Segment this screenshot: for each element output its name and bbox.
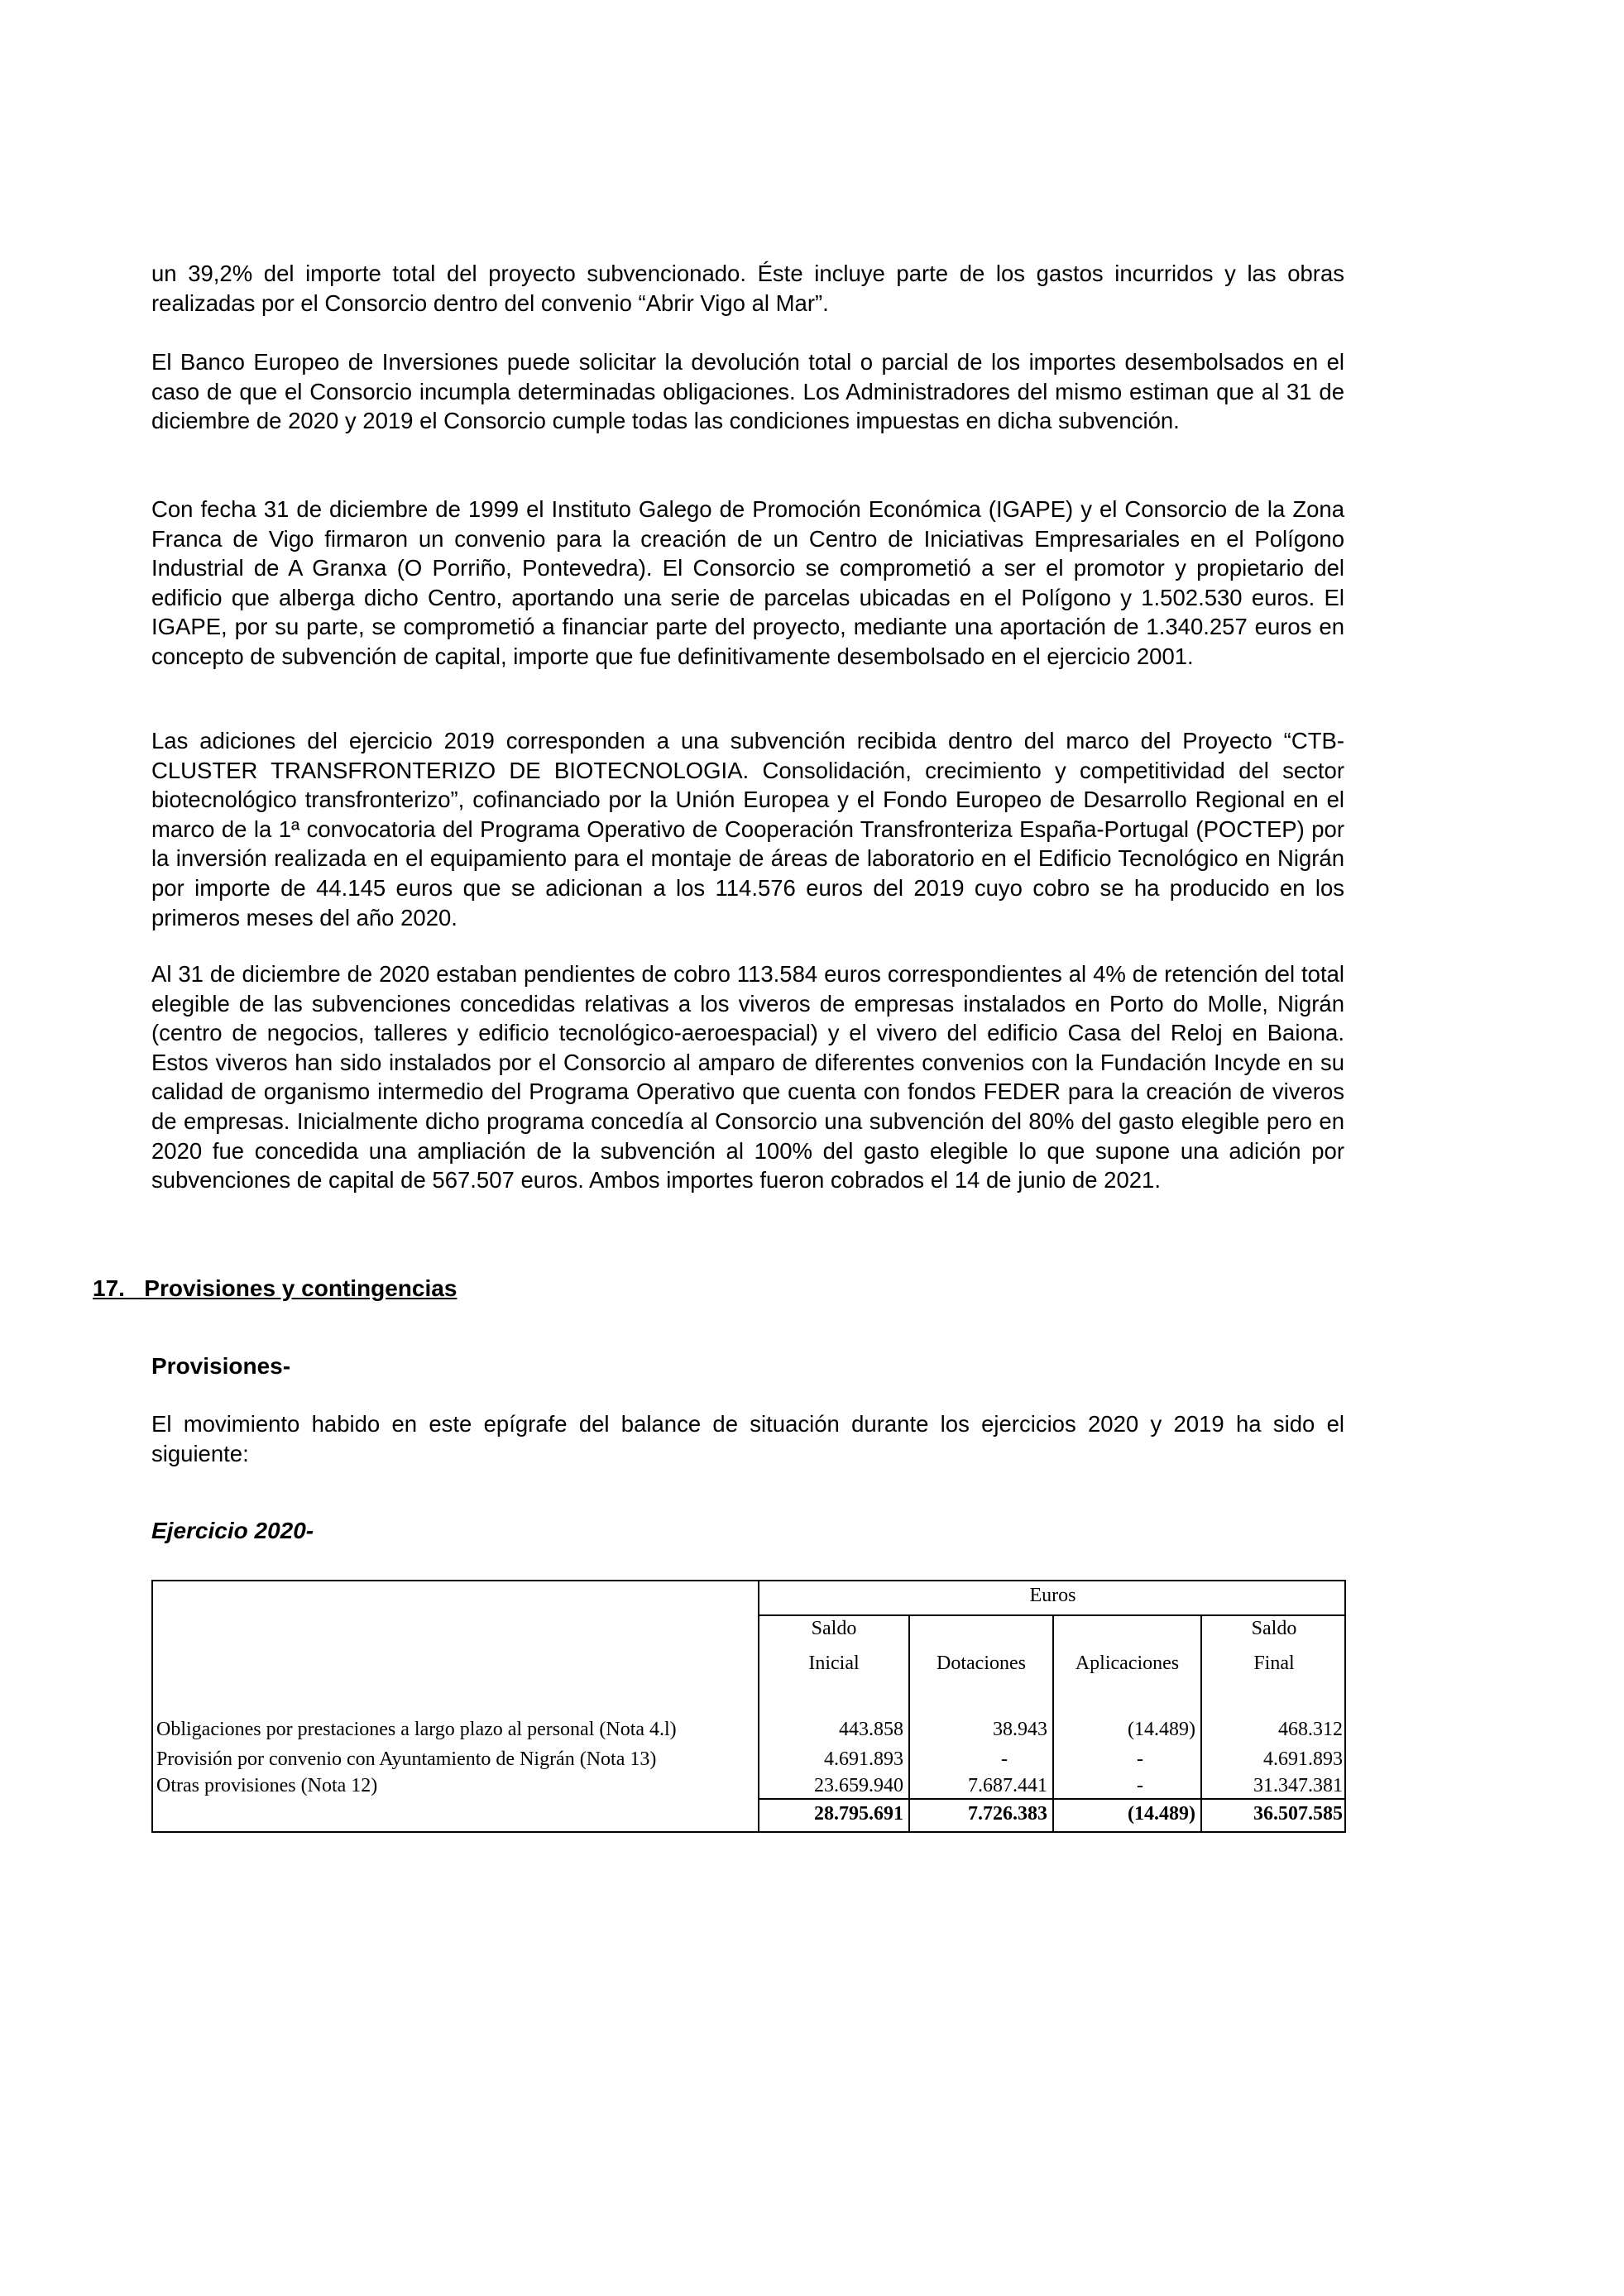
- column-header: Inicial: [808, 1653, 860, 1674]
- table-cell: -: [1001, 1748, 1008, 1770]
- intro-paragraph: El movimiento habido en este epígrafe del balance de situación durante los ejercicios 2020 y 2019 ha sido el siguiente:: [151, 1411, 1344, 1466]
- table-cell: 7.687.441: [968, 1775, 1047, 1796]
- row-label: Provisión por convenio con Ayuntamiento de Nigrán (Nota 13): [156, 1748, 657, 1770]
- column-header: Saldo: [811, 1618, 857, 1639]
- paragraph: un 39,2% del importe total del proyecto subvencionado. Éste incluye parte de los gastos incurridos y las obras realizadas por el Consorcio dentro del convenio “Abrir Vigo al Mar”.: [151, 261, 1344, 316]
- table-cell: 38.943: [993, 1719, 1047, 1740]
- table-cell: -: [1137, 1748, 1143, 1770]
- section-title: Provisiones y contingencias: [144, 1275, 457, 1301]
- table-cell: 443.858: [839, 1719, 903, 1740]
- table-cell: -: [1137, 1775, 1143, 1796]
- exercise-title: Ejercicio 2020-: [151, 1518, 314, 1543]
- total-cell: 7.726.383: [968, 1803, 1047, 1825]
- paragraph: El Banco Europeo de Inversiones puede solicitar la devolución total o parcial de los importes desembolsados en el caso de que el Consorcio incumpla determinadas obligaciones. Los Administradores del mismo estiman que al 31 de diciembre de 2020 y 2019 el Consorcio cumple todas las condiciones impuestas en dicha subvención.: [151, 349, 1344, 434]
- paragraph: Con fecha 31 de diciembre de 1999 el Instituto Galego de Promoción Económica (IGAPE) y el Consorcio de la Zona Franca de Vigo firmaron un convenio para la creación de un Centro de Iniciativas Empresariales en el Polígono Industrial de A Granxa (O Porriño, Pontevedra). El Consorcio se comprometió a ser el promotor y propietario del edificio que alberga dicho Centro, aportando una serie de parcelas ubicadas en el Polígono y 1.502.530 euros. El IGAPE, por su parte, se comprometió a financiar parte del proyecto, mediante una aportación de 1.340.257 euros en concepto de subvención de capital, importe que fue definitivamente desembolsado en el ejercicio 2001.: [151, 496, 1344, 669]
- total-cell: 28.795.691: [814, 1803, 903, 1825]
- currency-header: Euros: [1029, 1585, 1076, 1606]
- table-cell: 31.347.381: [1253, 1775, 1343, 1796]
- row-label: Obligaciones por prestaciones a largo plazo al personal (Nota 4.l): [156, 1719, 677, 1740]
- table-cell: 23.659.940: [814, 1775, 903, 1796]
- column-header: Final: [1253, 1653, 1295, 1674]
- subsection-title: Provisiones-: [151, 1353, 291, 1379]
- total-cell: 36.507.585: [1253, 1803, 1343, 1825]
- table-cell: 4.691.893: [824, 1748, 903, 1770]
- table-cell: 4.691.893: [1263, 1748, 1343, 1770]
- section-heading: [93, 1275, 457, 1302]
- paragraph: Al 31 de diciembre de 2020 estaban pendientes de cobro 113.584 euros correspondientes al 4% de retención del total elegible de las subvenciones concedidas relativas a los viveros de empresas instalados en Porto do Molle, Nigrán (centro de negocios, talleres y edificio tecnológico-aeroespacial) y el vivero del edificio Casa del Reloj en Baiona. Estos viveros han sido instalados por el Consorcio al amparo de diferentes convenios con la Fundación Incyde en su calidad de organismo intermedio del Programa Operativo que cuenta con fondos FEDER para la creación de viveros de empresas. Inicialmente dicho programa concedía al Consorcio una subvención del 80% del gasto elegible pero en 2020 fue concedida una ampliación de la subvención al 100% del gasto elegible lo que supone una adición por subvenciones de capital de 567.507 euros. Ambos importes fueron cobrados el 14 de junio de 2021.: [151, 961, 1344, 1193]
- total-cell: (14.489): [1128, 1803, 1195, 1825]
- column-header: Saldo: [1251, 1618, 1297, 1639]
- provisions-table: [151, 1580, 1346, 1833]
- section-number: 17.: [93, 1275, 125, 1301]
- column-header: Aplicaciones: [1075, 1653, 1180, 1674]
- column-header: Dotaciones: [937, 1653, 1026, 1674]
- table-cell: (14.489): [1128, 1719, 1195, 1740]
- paragraph: Las adiciones del ejercicio 2019 corresponden a una subvención recibida dentro del marco del Proyecto “CTB-CLUSTER TRANSFRONTERIZO DE BIOTECNOLOGIA. Consolidación, crecimiento y competitividad del sector biotecnológico transfronterizo”, cofinanciado por la Unión Europea y el Fondo Europeo de Desarrollo Regional en el marco de la 1ª convocatoria del Programa Operativo de Cooperación Transfronteriza España-Portugal (POCTEP) por la inversión realizada en el equipamiento para el montaje de áreas de laboratorio en el Edificio Tecnológico en Nigrán por importe de 44.145 euros que se adicionan a los 114.576 euros del 2019 cuyo cobro se ha producido en los primeros meses del año 2020.: [151, 728, 1344, 930]
- row-label: Otras provisiones (Nota 12): [156, 1775, 378, 1796]
- table-cell: 468.312: [1278, 1719, 1343, 1740]
